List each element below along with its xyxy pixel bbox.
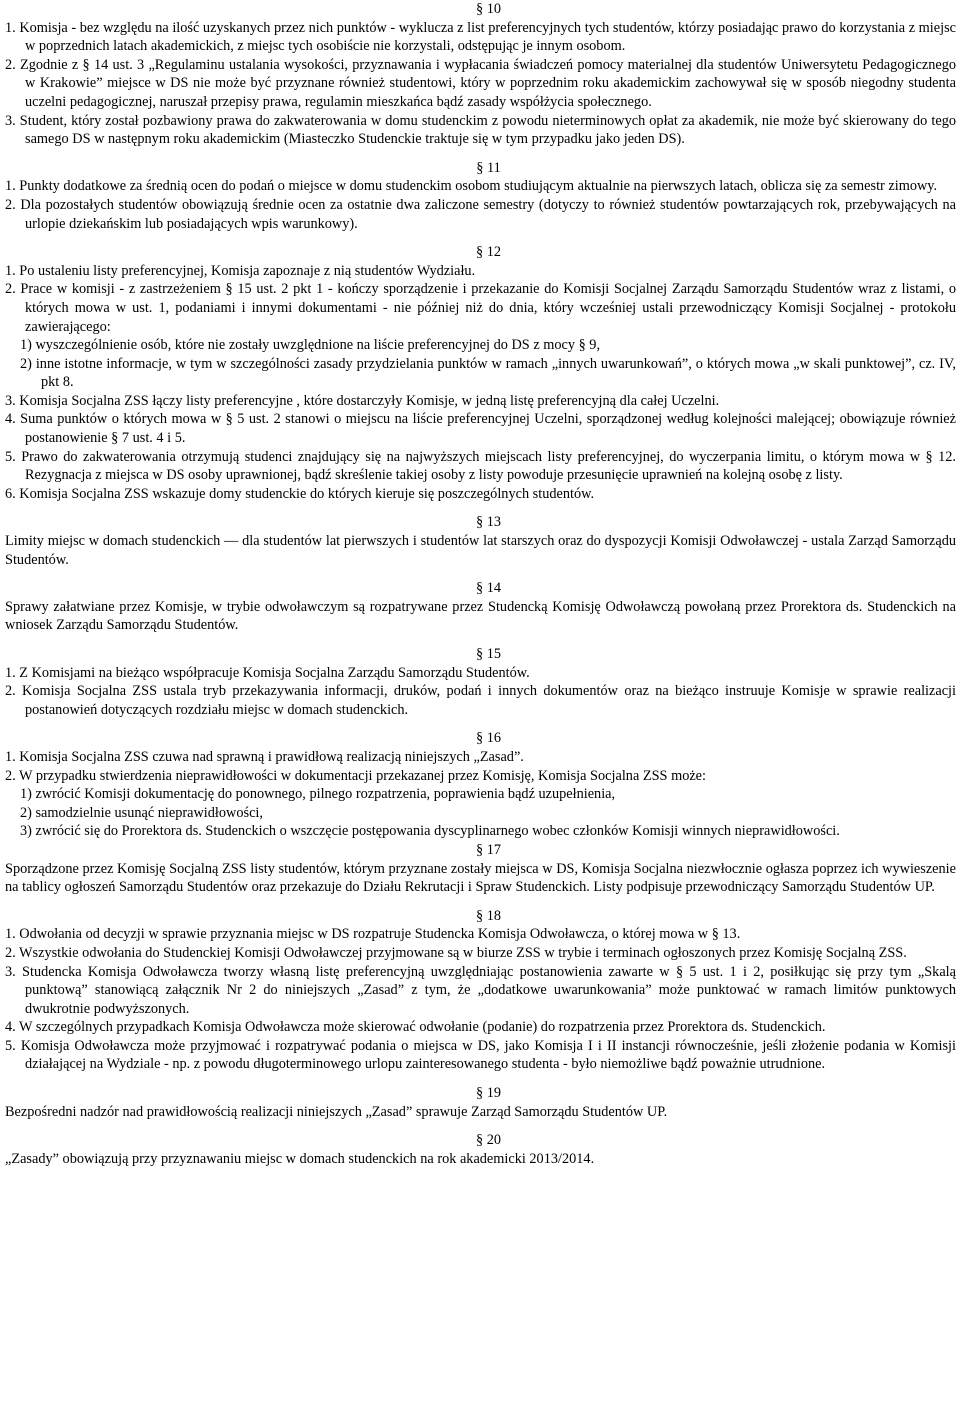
sub-item: 3) zwrócić się do Prorektora ds. Studenckich o wszczęcie postępowania dyscyplinarnego wobec członków Komisji winnych nieprawidłowości.: [20, 823, 840, 840]
list-item: 3. Student, który został pozbawiony prawa do zakwaterowania w domu studenckim z powodu nieterminowych opłat za akademik, nie może być skierowany do tego samego DS w następnym roku akademickim (Miasteczko Studenckie traktuje się w tym przypadku jako jeden DS).: [5, 112, 956, 148]
section-10: [5, 0, 956, 149]
section-heading: § 15: [475, 646, 502, 662]
list-item: 2. Komisja Socjalna ZSS ustala tryb przekazywania informacji, druków, podań i innych dokumentów oraz na bieżąco instruuje Komisje w sprawie realizacji postanowień dotyczących rozdziału miejsc w domach studenckich.: [5, 683, 956, 718]
section-19: [5, 1084, 956, 1121]
list-item: 6. Komisja Socjalna ZSS wskazuje domy studenckie do których kieruje się poszczególnych studentów.: [5, 485, 595, 502]
section-15: [5, 645, 956, 719]
list-item: 3. Studencka Komisja Odwoławcza tworzy własną listę preferencyjną uwzględniając postanowienia zawarte w § 5 ust. 1 i 2, posiłkując się przy tym „Skalą punktową” stanowiącą załącznik Nr 2 do niniejszych „Zasad” z tym, że „dodatkowe uwarunkowania” może punktować w ramach limitów punktowych dwukrotnie podwyższonych.: [5, 963, 956, 1017]
list-item: 2. Zgodnie z § 14 ust. 3 „Regulaminu ustalania wysokości, przyznawania i wypłacania świadczeń pomocy materialnej dla studentów Uniwersytetu Pedagogicznego w Krakowie” miejsce w DS nie może być przyznane również studentowi, który w poprzednim roku akademickim zachowywał się w sposób niegodny studenta uczelni pedagogicznej, naruszał przepisy prawa, regulamin mieszkańca bądź zasady współżycia społecznego.: [5, 56, 956, 110]
section-18: [5, 907, 956, 1074]
section-14: [5, 579, 956, 635]
list-item: 1. Punkty dodatkowe za średnią ocen do podań o miejsce w domu studenckim osobom studiującym aktualnie na pierwszych latach, oblicza się za semestr zimowy.: [5, 178, 938, 195]
section-heading: § 20: [475, 1132, 502, 1149]
section-13: [5, 513, 956, 569]
list-item: 1. Odwołania od decyzji w sprawie przyznania miejsc w DS rozpatruje Studencka Komisja Odwoławcza, o której mowa w § 13.: [5, 926, 741, 943]
section-paragraph: Limity miejsc w domach studenckich — dla studentów lat pierwszych i studentów lat starszych oraz do dyspozycji Komisji Odwoławczej - ustala Zarząd Samorządu Studentów.: [5, 533, 956, 568]
list-item: 1. Komisja - bez względu na ilość uzyskanych przez nich punktów - wyklucza z list preferencyjnych tych studentów, którzy posiadając prawo do korzystania z miejsc w poprzednich latach akademickich, z miejsc tych osobiście nie korzystali, odstępując je innym osobom.: [5, 19, 956, 55]
list-item: 3. Komisja Socjalna ZSS łączy listy preferencyjne , które dostarczyły Komisje, w jedną listę preferencyjną dla całej Uczelni.: [5, 392, 720, 409]
list-item: 2. Dla pozostałych studentów obowiązują średnie ocen za ostatnie dwa zaliczone semestry (dotyczy to również studentów powtarzających rok, przebywających na urlopie dziekańskim lub posiadających wpis warunkowy).: [5, 196, 956, 232]
section-paragraph: Bezpośredni nadzór nad prawidłowością realizacji niniejszych „Zasad” sprawuje Zarząd Samorządu Studentów UP.: [5, 1103, 668, 1120]
sub-item: 2) samodzielnie usunąć nieprawidłowości,: [20, 804, 263, 821]
list-item: 5. Komisja Odwoławcza może przyjmować i rozpatrywać podania o miejsca w DS, jako Komisja I i II instancji równocześnie, jeśli złożenie podania w Komisji działającej na Wydziale - np. z powodu długoterminowego urlopu zainteresowanego studenta - było niemożliwe bądź poważnie utrudnione.: [5, 1037, 956, 1073]
list-item: 1. Z Komisjami na bieżąco współpracuje Komisja Socjalna Zarządu Samorządu Studentów.: [5, 664, 530, 681]
section-paragraph: Sporządzone przez Komisję Socjalną ZSS listy studentów, którym przyznane zostały miejsca w DS, Komisja Socjalna niezwłocznie ogłasza poprzez ich wywieszenie na tablicy ogłoszeń Samorządu Studentów oraz przekazuje do Działu Rekrutacji i Spraw Studenckich. Listy podpisuje przewodniczący Samorządu Studentów UP.: [5, 860, 956, 896]
list-item: 2. Prace w komisji - z zastrzeżeniem § 15 ust. 2 pkt 1 - kończy sporządzenie i przekazanie do Komisji Socjalnej Zarządu Samorządu Studentów wraz z listami, o których mowa w ust. 1, podaniami i innymi dokumentami - nie później niż do dnia, który wcześniej ustali przewodniczący Komisji Socjalnej - protokołu zawierającego:: [5, 281, 956, 335]
list-item: 1. Komisja Socjalna ZSS czuwa nad sprawną i prawidłową realizacją niniejszych „Zasad”.: [5, 748, 524, 765]
list-item: 1. Po ustaleniu listy preferencyjnej, Komisja zapoznaje z nią studentów Wydziału.: [5, 262, 476, 279]
section-paragraph: „Zasady” obowiązują przy przyznawaniu miejsc w domach studenckich na rok akademicki 2013/2014.: [5, 1150, 595, 1167]
section-20: [5, 1131, 956, 1168]
list-item: 5. Prawo do zakwaterowania otrzymują studenci znajdujący się na najwyższych miejscach listy preferencyjnej, do wyczerpania limitu, o którym mowa w § 12. Rezygnacja z miejsca w DS osoby uprawnionej, bądź skreślenie takiej osoby z listy powoduje przesunięcie uprawnień na kolejną osobę z listy.: [5, 448, 956, 484]
section-heading: § 10: [475, 1, 502, 17]
section-heading: § 13: [475, 514, 502, 531]
list-item: 4. W szczególnych przypadkach Komisja Odwoławcza może skierować odwołanie (podanie) do rozpatrzenia przez Prorektora ds. Studenckich.: [5, 1019, 826, 1036]
section-heading: § 14: [475, 580, 502, 597]
section-heading: § 16: [475, 730, 502, 747]
section-12: [5, 243, 956, 503]
list-item: 4. Suma punktów o których mowa w § 5 ust. 2 stanowi o miejscu na liście preferencyjnej Uczelni, sporządzonej według kolejności malejącej; obowiązuje również postanowienie § 7 ust. 4 i 5.: [5, 411, 956, 447]
section-heading: § 17: [475, 841, 502, 858]
section-11: [5, 159, 956, 233]
list-item: 2. Wszystkie odwołania do Studenckiej Komisji Odwoławczej przyjmowane są w biurze ZSS w trybie i terminach ogłoszonych przez Komisję Socjalną ZSS.: [5, 944, 907, 961]
section-paragraph: Sprawy załatwiane przez Komisje, w trybie odwoławczym są rozpatrywane przez Studencką Komisję Odwoławczą powołaną przez Prorektora ds. Studenckich na wniosek Zarządu Samorządu Studentów.: [5, 598, 956, 634]
section-heading: § 11: [476, 159, 501, 176]
section-17: [5, 841, 956, 897]
section-heading: § 12: [475, 244, 502, 261]
section-heading: § 18: [475, 907, 502, 924]
sub-item: 1) wyszczególnienie osób, które nie zostały uwzględnione na liście preferencyjnej do DS z mocy § 9,: [20, 337, 601, 354]
section-16: [5, 729, 956, 841]
section-heading: § 19: [475, 1085, 502, 1102]
sub-item: 1) zwrócić Komisji dokumentację do ponownego, pilnego rozpatrzenia, poprawienia bądź uzupełnienia,: [20, 786, 616, 803]
sub-item: 2) inne istotne informacje, w tym w szczególności zasady przydzielania punktów w ramach „innych uwarunkowań”, o których mowa „w skali punktowej”, cz. IV, pkt 8.: [20, 355, 956, 391]
list-item: 2. W przypadku stwierdzenia nieprawidłowości w dokumentacji przekazanej przez Komisję, Komisja Socjalna ZSS może:: [5, 767, 707, 784]
